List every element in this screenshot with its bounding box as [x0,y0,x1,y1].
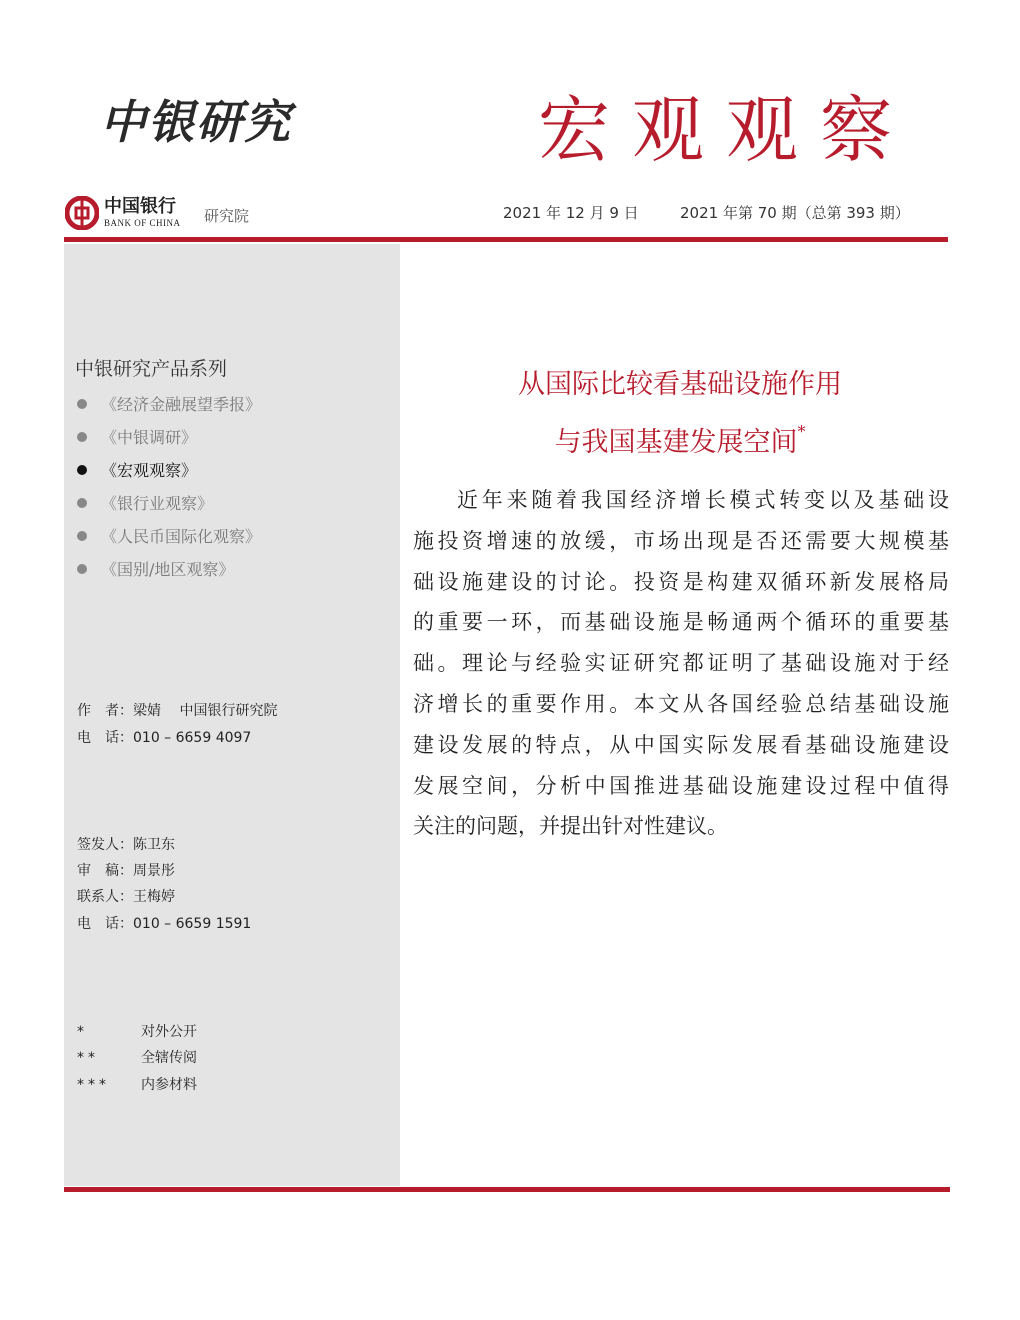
product-series-list [77,392,261,590]
legend-text: 对外公开 [141,1024,197,1040]
header-divider [64,237,948,242]
abstract-line: 施投资增速的放缓，市场出现是否还需要大规模基 [413,528,949,553]
bank-name-en: BANK OF CHINA [104,218,181,228]
product-item[interactable] [77,392,261,425]
contact-label: 电 话： [77,916,133,932]
distribution-legend-item [77,1047,197,1067]
contact-line [77,913,251,933]
product-item[interactable] [77,425,261,458]
article-title-line-1: 从国际比较看基础设施作用 [518,369,842,400]
contact-label: 联系人： [77,889,133,905]
contact-line [77,834,175,854]
institute-label: 研究院 [204,207,250,225]
distribution-legend-item [77,1074,197,1094]
abstract-line: 发展空间，分析中国推进基础设施建设过程中值得 [413,773,949,798]
contact-value: 王梅婷 [133,889,175,905]
product-label: 《银行业观察》 [101,494,214,513]
legend-mark: * [77,1024,88,1040]
author-line [77,700,277,720]
abstract-line: 关注的问题，并提出针对性建议。 [413,814,728,839]
contact-line [77,886,175,906]
product-label: 《中银调研》 [101,428,198,447]
abstract-line: 础。理论与经验实证研究都证明了基础设施对于经 [413,651,949,676]
publish-date: 2021 年 12 月 9 日 [503,204,639,222]
product-item-active[interactable] [77,458,261,491]
contact-value: 010 – 6659 1591 [133,916,252,932]
bank-of-china-logo-icon [65,196,99,230]
abstract-line: 础设施建设的讨论。投资是构建双循环新发展格局 [413,569,949,594]
bullet-icon [77,432,87,442]
product-label: 《国别/地区观察》 [101,560,235,579]
contact-label: 审 稿： [77,863,133,879]
product-label: 《人民币国际化观察》 [101,527,262,546]
bullet-icon [77,564,87,574]
product-label: 《经济金融展望季报》 [101,395,262,414]
author-phone-value: 010 – 6659 4097 [133,730,252,746]
article-title-text: 与我国基建发展空间 [554,427,798,458]
footnote-mark: * [797,422,806,441]
legend-text: 全辖传阅 [141,1050,197,1066]
legend-mark: ** [77,1050,99,1066]
contact-label: 签发人： [77,837,133,853]
contact-line [77,860,175,880]
contact-value: 周景彤 [133,863,175,879]
series-title: 宏观观察 [538,88,915,172]
abstract-line: 建设发展的特点，从中国实际发展看基础设施建设 [413,732,949,757]
contact-value: 陈卫东 [133,837,175,853]
author-label: 作 者： [77,703,133,719]
author-value: 梁婧 中国银行研究院 [133,703,278,719]
issue-number: 2021 年第 70 期（总第 393 期） [680,204,910,222]
article-abstract [413,480,949,847]
distribution-legend-item [77,1021,197,1041]
legend-mark: *** [77,1077,110,1093]
product-label: 《宏观观察》 [101,461,198,480]
author-phone-label: 电 话： [77,730,133,746]
product-item[interactable] [77,557,261,590]
author-phone-line [77,727,251,747]
product-item[interactable] [77,524,261,557]
product-series-heading: 中银研究产品系列 [75,358,228,380]
legend-text: 内参材料 [141,1077,197,1093]
abstract-line: 济增长的重要作用。本文从各国经验总结基础设施 [413,691,949,716]
bank-name-cn: 中国银行 [104,196,176,217]
bullet-icon [77,399,87,409]
article-title-line-2 [415,420,945,459]
bullet-icon [77,465,87,475]
footer-divider [64,1187,950,1192]
bullet-icon [77,498,87,508]
product-item[interactable] [77,491,261,524]
abstract-line: 近年来随着我国经济增长模式转变以及基础设 [457,488,949,512]
brand-logo-text: 中银研究 [100,95,292,149]
bullet-icon [77,531,87,541]
abstract-line: 的重要一环，而基础设施是畅通两个循环的重要基 [413,610,949,635]
